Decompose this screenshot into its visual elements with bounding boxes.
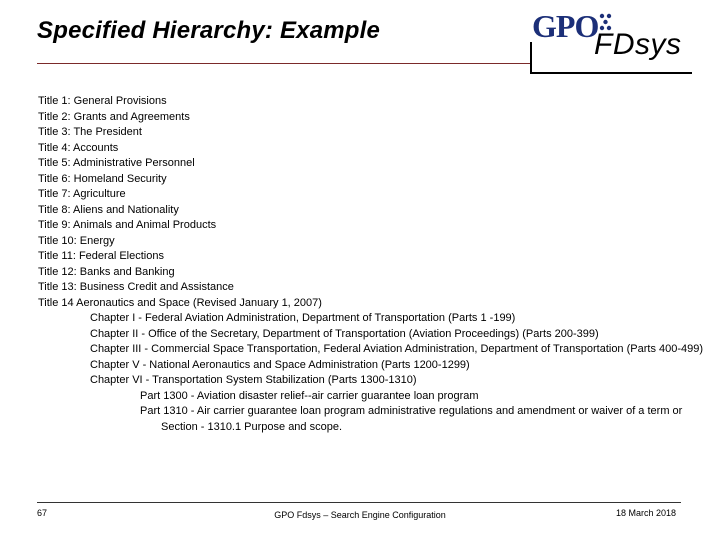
title-line: Title 7: Agriculture [38,188,126,200]
title-line: Title 1: General Provisions [38,95,167,107]
title-underline [37,63,531,64]
title-line: Title 11: Federal Elections [38,250,164,262]
title-line: Title 12: Banks and Banking [38,265,175,278]
slide-title: Specified Hierarchy: Example [37,17,381,44]
logo-horizontal-line [530,72,692,74]
logo-fdsys-text: FDsys [594,28,682,61]
section-line: Section - 1310.1 Purpose and scope. [161,420,343,433]
part-line: Part 1300 - Aviation disaster relief--air carrier guarantee loan program [140,389,479,402]
footer-date: 18 March 2018 [615,508,676,518]
title-line: Title 5: Administrative Personnel [38,157,195,169]
chapter-line: Chapter II - Office of the Secretary, Department of Transportation (Aviation Proceedings) (Parts 200-399) [90,327,599,340]
gpo-fdsys-logo [528,6,708,76]
title-line: Title 8: Aliens and Nationality [38,203,179,216]
logo-gpo-text: GPO [532,8,599,44]
footer-center-text: GPO Fdsys – Search Engine Configuration [274,510,446,520]
chapter-line: Chapter VI - Transportation System Stabilization (Parts 1300-1310) [90,374,417,386]
chapter-line: Chapter V - National Aeronautics and Space Administration (Parts 1200-1299) [90,358,470,371]
part-line: Part 1310 - Air carrier guarantee loan program administrative regulations and amendment or waiver of a term or [140,405,683,417]
title-line: Title 2: Grants and Agreements [38,110,190,123]
logo-vertical-line [530,42,532,74]
title-line: Title 13: Business Credit and Assistance [38,281,234,293]
title-line: Title 4: Accounts [38,141,119,154]
chapter-line: Chapter I - Federal Aviation Administration, Department of Transportation (Parts 1 -199) [90,312,516,324]
title-line: Title 6: Homeland Security [38,172,167,185]
title-line: Title 10: Energy [38,234,115,247]
title-line: Title 14 Aeronautics and Space (Revised January 1, 2007) [38,296,322,309]
footer-divider [37,502,681,503]
hierarchy-list [38,94,704,435]
footer-page-number: 67 [37,508,48,518]
title-line: Title 9: Animals and Animal Products [38,219,217,231]
chapter-line: Chapter III - Commercial Space Transportation, Federal Aviation Administration, Department of Transportation (Parts 400-499) [90,343,704,355]
title-line: Title 3: The President [38,126,142,138]
